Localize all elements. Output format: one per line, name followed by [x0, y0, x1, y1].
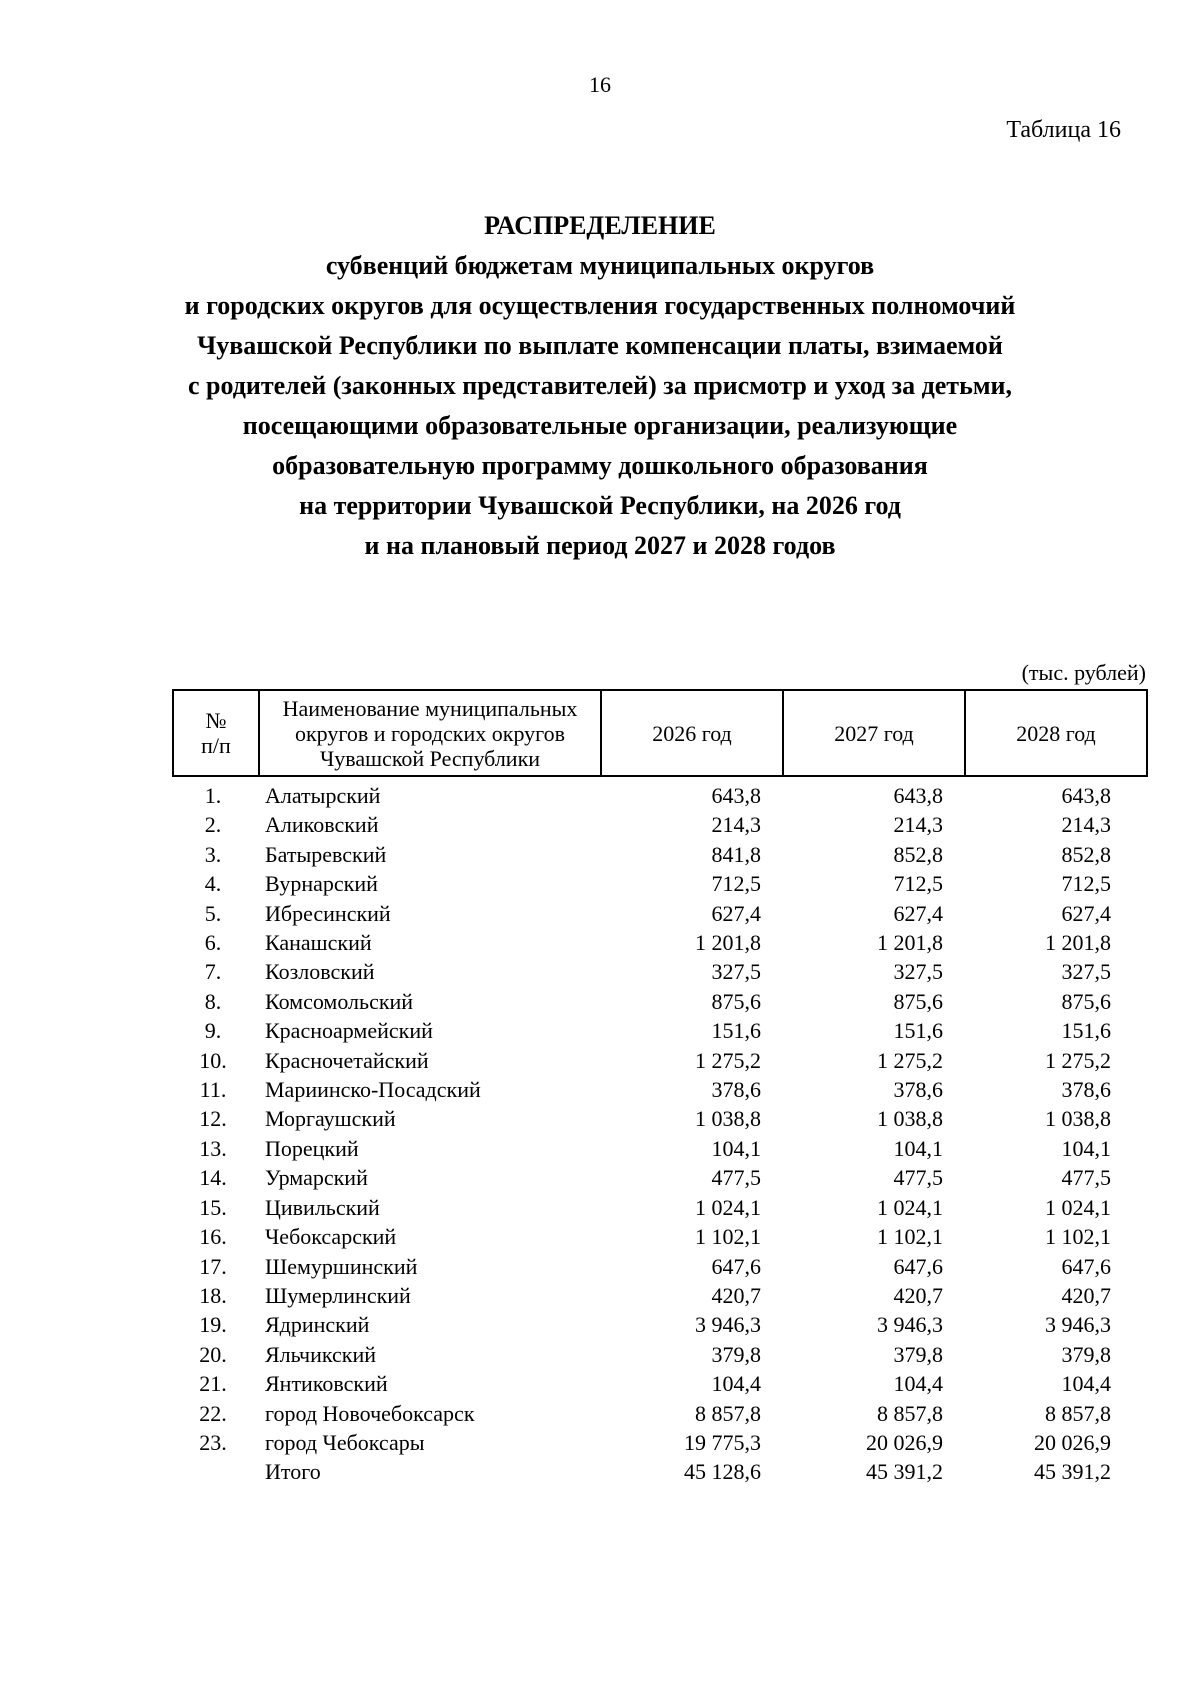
row-value-2027: 104,1 — [893, 1135, 943, 1161]
header-name — [259, 690, 601, 776]
table-row — [173, 840, 1147, 869]
table-row — [173, 1428, 1147, 1457]
title-line: с родителей (законных представителей) за присмотр и уход за детьми, — [187, 371, 1013, 400]
row-number: 12. — [199, 1106, 227, 1132]
row-value-2026: 477,5 — [711, 1165, 761, 1191]
row-value-2028: 477,5 — [1061, 1165, 1111, 1191]
row-value-2027: 378,6 — [893, 1077, 943, 1103]
row-value-2028: 1 038,8 — [1045, 1106, 1111, 1132]
table-row — [173, 987, 1147, 1016]
total-value-2027: 45 391,2 — [866, 1459, 943, 1485]
row-value-2026: 3 946,3 — [695, 1312, 761, 1338]
row-number: 5. — [204, 900, 222, 926]
row-value-2028: 8 857,8 — [1045, 1400, 1111, 1426]
row-number: 1. — [204, 783, 222, 808]
row-name: Шумерлинский — [265, 1282, 411, 1308]
table-row — [173, 1075, 1147, 1104]
row-value-2028: 647,6 — [1061, 1253, 1111, 1279]
row-name: Канашский — [265, 930, 372, 956]
row-value-2027: 643,8 — [893, 783, 943, 808]
table-row — [173, 899, 1147, 928]
row-value-2027: 1 038,8 — [877, 1106, 943, 1132]
row-number: 4. — [204, 871, 222, 897]
row-value-2026: 104,1 — [711, 1135, 761, 1161]
row-number: 3. — [204, 841, 222, 867]
row-number: 6. — [204, 930, 222, 956]
header-2026: 2026 год — [601, 690, 783, 776]
table-row — [173, 957, 1147, 986]
row-number: 14. — [199, 1165, 227, 1191]
row-name: Козловский — [265, 959, 375, 985]
header-2027: 2027 год — [783, 690, 965, 776]
row-value-2026: 712,5 — [711, 871, 761, 897]
row-value-2027: 647,6 — [893, 1253, 943, 1279]
row-number: 8. — [204, 988, 222, 1014]
row-value-2026: 841,8 — [711, 841, 761, 867]
row-name: Янтиковский — [265, 1371, 388, 1397]
row-value-2028: 3 946,3 — [1045, 1312, 1111, 1338]
table-row — [173, 1016, 1147, 1045]
row-value-2026: 1 275,2 — [695, 1047, 761, 1073]
row-name: Комсомольский — [265, 988, 414, 1014]
row-name: Чебоксарский — [265, 1224, 397, 1250]
row-name: Ибресинский — [265, 900, 391, 926]
page-number: 16 — [589, 72, 611, 97]
row-value-2027: 8 857,8 — [877, 1400, 943, 1426]
row-value-2026: 420,7 — [711, 1282, 761, 1308]
row-value-2026: 327,5 — [711, 959, 761, 985]
table-row — [173, 1222, 1147, 1251]
table-row — [173, 1104, 1147, 1133]
row-value-2027: 327,5 — [893, 959, 943, 985]
row-value-2026: 19 775,3 — [684, 1429, 761, 1455]
row-number: 17. — [199, 1253, 227, 1279]
row-value-2027: 151,6 — [893, 1018, 943, 1044]
row-value-2026: 875,6 — [711, 988, 761, 1014]
table-label: Таблица 16 — [1006, 117, 1121, 143]
title-line: Чувашской Республики по выплате компенсации платы, взимаемой — [197, 331, 1003, 360]
row-value-2028: 1 275,2 — [1045, 1047, 1111, 1073]
row-value-2027: 1 201,8 — [877, 930, 943, 956]
row-value-2026: 1 024,1 — [695, 1194, 761, 1220]
header-name-line: Наименование муниципальных — [282, 695, 578, 721]
table-row — [173, 1369, 1147, 1398]
row-value-2027: 20 026,9 — [866, 1429, 943, 1455]
table-row — [173, 1193, 1147, 1222]
title-main: РАСПРЕДЕЛЕНИЕ — [484, 211, 716, 240]
row-number: 9. — [204, 1018, 222, 1044]
table-row — [173, 1134, 1147, 1163]
title-line: посещающими образовательные организации, реализующие — [242, 411, 958, 440]
row-value-2026: 378,6 — [711, 1077, 761, 1103]
title-line: и на плановый период 2027 и 2028 годов — [364, 531, 836, 560]
table-row — [173, 869, 1147, 898]
row-value-2027: 852,8 — [893, 841, 943, 867]
row-name: Шемуршинский — [265, 1253, 418, 1279]
row-number: 20. — [199, 1341, 227, 1367]
row-value-2028: 1 024,1 — [1045, 1194, 1111, 1220]
row-value-2026: 8 857,8 — [695, 1400, 761, 1426]
row-name: Ядринский — [265, 1312, 370, 1338]
row-value-2028: 1 201,8 — [1045, 930, 1111, 956]
row-number: 10. — [199, 1047, 227, 1073]
row-value-2028: 327,5 — [1061, 959, 1111, 985]
row-value-2027: 214,3 — [893, 812, 943, 838]
row-value-2028: 378,6 — [1061, 1077, 1111, 1103]
row-value-2026: 647,6 — [711, 1253, 761, 1279]
row-value-2028: 1 102,1 — [1045, 1224, 1111, 1250]
row-number: 23. — [199, 1429, 227, 1455]
row-number: 11. — [199, 1077, 227, 1103]
row-value-2028: 420,7 — [1061, 1282, 1111, 1308]
row-number: 22. — [199, 1400, 227, 1426]
table-row — [173, 1163, 1147, 1192]
row-name: Порецкий — [265, 1135, 359, 1161]
row-value-2027: 420,7 — [893, 1282, 943, 1308]
table-row — [173, 1252, 1147, 1281]
row-value-2027: 104,4 — [893, 1371, 943, 1397]
row-name: Мариинско-Посадский — [265, 1077, 481, 1103]
header-number — [173, 690, 259, 776]
document-title — [0, 206, 1200, 566]
row-number: 18. — [199, 1282, 227, 1308]
title-line: субвенций бюджетам муниципальных округов — [325, 251, 875, 280]
row-name: Яльчикский — [265, 1341, 376, 1367]
header-name-line: округов и городских округов — [294, 720, 566, 746]
row-value-2027: 627,4 — [893, 900, 943, 926]
table-row — [173, 776, 1147, 810]
row-value-2028: 875,6 — [1061, 988, 1111, 1014]
table-total-row — [173, 1457, 1147, 1486]
row-name: Красночетайский — [265, 1047, 429, 1073]
table-row — [173, 1340, 1147, 1369]
title-line: на территории Чувашской Республики, на 2026 год — [299, 491, 901, 520]
row-name: Алатырский — [265, 783, 381, 808]
title-line: образовательную программу дошкольного образования — [272, 451, 928, 480]
row-number: 7. — [204, 959, 222, 985]
row-value-2027: 3 946,3 — [877, 1312, 943, 1338]
row-value-2028: 20 026,9 — [1034, 1429, 1111, 1455]
row-value-2026: 151,6 — [711, 1018, 761, 1044]
row-value-2026: 627,4 — [711, 900, 761, 926]
row-value-2028: 712,5 — [1061, 871, 1111, 897]
table-header-row — [173, 690, 1147, 776]
row-value-2027: 712,5 — [893, 871, 943, 897]
row-number: 19. — [199, 1312, 227, 1338]
title-line: и городских округов для осуществления государственных полномочий — [184, 291, 1016, 320]
header-name-line: Чувашской Республики — [319, 745, 541, 771]
table-row — [173, 810, 1147, 839]
row-value-2028: 852,8 — [1061, 841, 1111, 867]
row-name: Цивильский — [265, 1194, 380, 1220]
row-value-2026: 1 102,1 — [695, 1224, 761, 1250]
total-label: Итого — [265, 1459, 321, 1485]
row-number: 16. — [199, 1224, 227, 1250]
row-name: Моргаушский — [265, 1106, 396, 1132]
row-value-2026: 1 038,8 — [695, 1106, 761, 1132]
row-name: Батыревский — [265, 841, 387, 867]
table-body — [173, 776, 1147, 1487]
row-value-2027: 875,6 — [893, 988, 943, 1014]
row-value-2028: 104,4 — [1061, 1371, 1111, 1397]
row-value-2026: 104,4 — [711, 1371, 761, 1397]
header-number-line: п/п — [201, 733, 231, 758]
total-value-2028: 45 391,2 — [1034, 1459, 1111, 1485]
row-number: 15. — [199, 1194, 227, 1220]
row-name: город Чебоксары — [265, 1429, 425, 1455]
table-row — [173, 1046, 1147, 1075]
units-label: (тыс. рублей) — [1021, 660, 1146, 685]
row-value-2027: 477,5 — [893, 1165, 943, 1191]
row-value-2028: 151,6 — [1061, 1018, 1111, 1044]
row-number: 13. — [199, 1135, 227, 1161]
row-name: Аликовский — [265, 812, 379, 838]
row-name: Вурнарский — [265, 871, 378, 897]
row-value-2026: 643,8 — [711, 783, 761, 808]
total-number-cell — [173, 1457, 259, 1486]
row-value-2027: 379,8 — [893, 1341, 943, 1367]
header-number-line: № — [205, 708, 227, 733]
table-row — [173, 1281, 1147, 1310]
row-value-2028: 104,1 — [1061, 1135, 1111, 1161]
row-value-2026: 1 201,8 — [695, 930, 761, 956]
row-value-2028: 214,3 — [1061, 812, 1111, 838]
row-value-2028: 643,8 — [1061, 783, 1111, 808]
distribution-table — [172, 689, 1148, 1487]
row-name: город Новочебоксарск — [265, 1400, 475, 1426]
table-row — [173, 928, 1147, 957]
row-value-2026: 379,8 — [711, 1341, 761, 1367]
row-number: 2. — [204, 812, 222, 838]
table-row — [173, 1310, 1147, 1339]
row-value-2027: 1 024,1 — [877, 1194, 943, 1220]
row-name: Красноармейский — [265, 1018, 433, 1044]
row-number: 21. — [199, 1371, 227, 1397]
row-value-2027: 1 102,1 — [877, 1224, 943, 1250]
row-value-2028: 379,8 — [1061, 1341, 1111, 1367]
row-value-2028: 627,4 — [1061, 900, 1111, 926]
total-value-2026: 45 128,6 — [684, 1459, 761, 1485]
table-row — [173, 1399, 1147, 1428]
row-value-2027: 1 275,2 — [877, 1047, 943, 1073]
header-2028: 2028 год — [965, 690, 1147, 776]
row-name: Урмарский — [265, 1165, 368, 1191]
row-value-2026: 214,3 — [711, 812, 761, 838]
